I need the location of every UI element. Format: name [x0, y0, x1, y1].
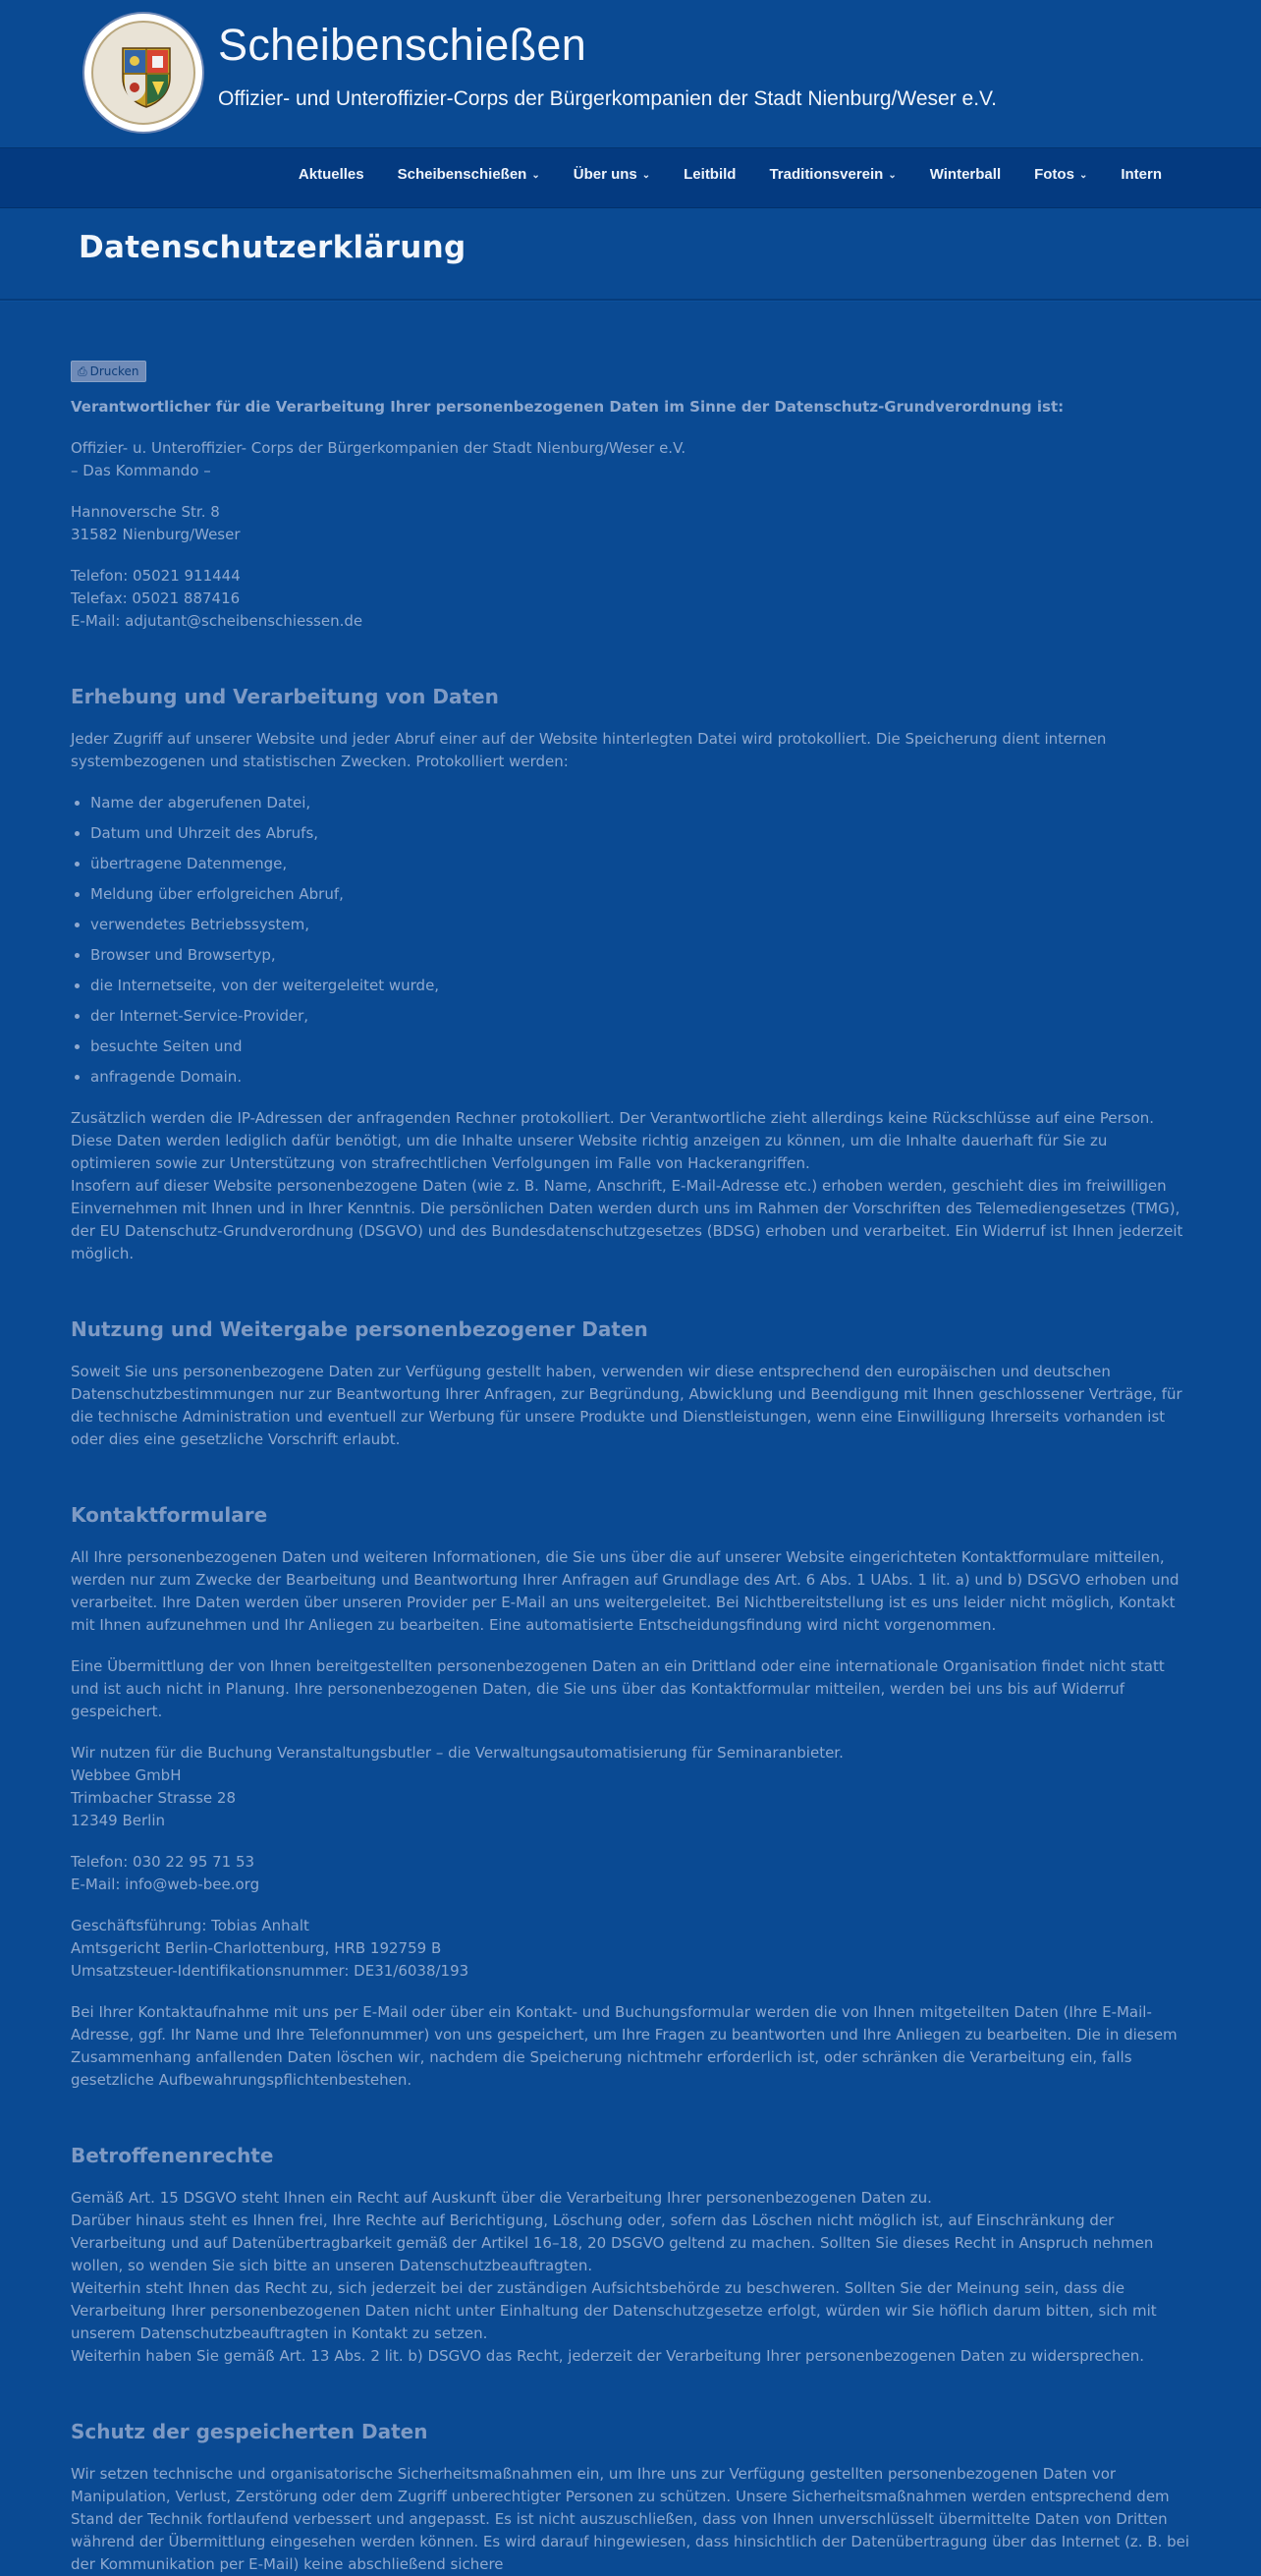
nav-label: Aktuelles	[298, 165, 364, 183]
nav-list	[282, 148, 1179, 207]
responsible-intro: Verantwortlicher für die Verarbeitung Ihrer personenbezogenen Daten im Sinne der Datenschutz-Grundverordnung ist:	[71, 398, 1065, 416]
nav-label: Über uns	[573, 165, 637, 183]
section-paragraph: All Ihre personenbezogenen Daten und weiteren Informationen, die Sie uns über die auf unserer Website eingerichteten Kontaktformulare mitteilen, werden nur zum Zwecke der Bearbeitung und Beantwortung Ihrer Anfragen auf Grundlage des Art. 6 Abs. 1 UAbs. 1 lit. a) und b) DSGVO erhoben und verarbeitet. Ihre Daten werden über unseren Provider per E-Mail an uns weitergeleitet. Bei Nichtbereitstellung ist es uns leider nicht möglich, Kontakt mit Ihnen aufzunehmen und Ihr Anliegen zu bearbeiten. Eine automatisierte Entscheidungsfindung wird nicht vorgenommen.	[71, 1548, 1179, 1634]
provider-address	[71, 1742, 1190, 1832]
text-line: Gemäß Art. 15 DSGVO steht Ihnen ein Recht auf Auskunft über die Verarbeitung Ihrer personenbezogenen Daten zu.	[71, 2189, 932, 2207]
nav-label: Scheibenschießen	[397, 165, 527, 183]
text-line: Trimbacher Strasse 28	[71, 1789, 237, 1807]
text-line: Weiterhin haben Sie gemäß Art. 13 Abs. 2 lit. b) DSGVO das Recht, jederzeit der Verarbeitung Ihrer personenbezogenen Daten zu widersprechen.	[71, 2347, 1145, 2365]
list-item: • Meldung über erfolgreichen Abruf,	[90, 883, 1190, 906]
section-heading-kontaktformulare: Kontaktformulare	[71, 1503, 268, 1527]
text-line: Insofern auf dieser Website personenbezogene Daten (wie z. B. Name, Anschrift, E-Mail-Adresse etc.) erhoben werden, geschieht dies im freiwilligen Einvernehmen mit Ihnen und in Ihrer Kenntnis. Die persönlichen Daten werden durch uns im Rahmen der Vorschriften des Telemediengesetzes (TMG), der EU Datenschutz-Grundverordnung (DSGVO) und des Bundesdatenschutzgesetzes (BDSG) erhoben und verarbeitet. Ein Widerruf ist Ihnen jederzeit möglich.	[71, 1177, 1183, 1262]
print-label: Drucken	[89, 364, 139, 378]
list-item: • übertragene Datenmenge,	[90, 853, 1190, 875]
nav-item-winterball[interactable]	[913, 144, 1017, 203]
text-line: Weiterhin steht Ihnen das Recht zu, sich jederzeit bei der zuständigen Aufsichtsbehörde zu beschweren. Sollten Sie der Meinung sein, dass die Verarbeitung Ihrer personenbezogenen Daten nicht unter Einhaltung der Datenschutzgesetze erfolgt, würden wir Sie höflich darum bitten, sich mit unserem Datenschutzbeauftragten in Kontakt zu setzen.	[71, 2279, 1157, 2342]
page-title-bar	[0, 208, 1261, 301]
contact-block	[71, 565, 1190, 633]
main-navigation	[0, 147, 1261, 208]
nav-item-scheibenschiessen[interactable]	[381, 144, 557, 203]
section-paragraph: Eine Übermittlung der von Ihnen bereitgestellten personenbezogenen Daten an ein Drittland oder eine internationale Organisation findet nicht statt und ist auch nicht in Planung. Ihre personenbezogenen Daten, die Sie uns über das Kontaktformular mitteilen, werden bei uns bis auf Widerruf gespeichert.	[71, 1657, 1165, 1720]
section-paragraph	[71, 2187, 1190, 2368]
text-line: Amtsgericht Berlin-Charlottenburg, HRB 192759 B	[71, 1939, 442, 1957]
address-block	[71, 501, 1190, 546]
list-item: • verwendetes Betriebssystem,	[90, 914, 1190, 936]
nav-label: Winterball	[929, 165, 1002, 183]
text-line: Zusätzlich werden die IP-Adressen der anfragenden Rechner protokolliert. Der Verantwortliche zieht allerdings keine Rückschlüsse auf eine Person.	[71, 1109, 1155, 1127]
list-item: • besuchte Seiten und	[90, 1036, 1190, 1058]
coat-of-arms-icon	[119, 44, 174, 109]
logo-ring	[91, 21, 195, 125]
print-button[interactable]	[71, 361, 146, 382]
text-line: Wir nutzen für die Buchung Veranstaltungsbutler – die Verwaltungsautomatisierung für Seminaranbieter.	[71, 1744, 844, 1762]
section-paragraph: Jeder Zugriff auf unserer Website und jeder Abruf einer auf der Website hinterlegten Datei wird protokolliert. Die Speicherung dient internen systembezogenen und statistischen Zwecken. Protokolliert werden:	[71, 730, 1107, 770]
text-line: Telefon: 030 22 95 71 53	[71, 1853, 255, 1871]
main-content	[0, 301, 1261, 2576]
chevron-down-icon: ⌄	[1078, 169, 1088, 181]
list-item: • Browser und Browsertyp,	[90, 944, 1190, 967]
list-item: • die Internetseite, von der weitergeleitet wurde,	[90, 975, 1190, 997]
section-paragraph: Bei Ihrer Kontaktaufnahme mit uns per E-Mail oder über ein Kontakt- und Buchungsformular werden die von Ihnen mitgeteilten Daten (Ihre E-Mail-Adresse, ggf. Ihr Name und Ihre Telefonnummer) von uns gespeichert, um Ihre Fragen zu beantworten und Ihre Anliegen zu bearbeiten. Die in diesem Zusammenhang anfallenden Daten löschen wir, nachdem die Speicherung nichtmehr erforderlich ist, oder schränken die Verarbeitung ein, falls gesetzliche Aufbewahrungspflichtenbestehen.	[71, 2003, 1178, 2089]
nav-label: Traditionsverein	[769, 165, 884, 183]
nav-item-fotos[interactable]	[1017, 144, 1104, 203]
fax: Telefax: 05021 887416	[71, 589, 241, 607]
section-heading-erhebung: Erhebung und Verarbeitung von Daten	[71, 685, 499, 708]
nav-item-leitbild[interactable]	[667, 144, 752, 203]
phone: Telefon: 05021 911444	[71, 567, 241, 585]
text-line: Geschäftsführung: Tobias Anhalt	[71, 1917, 309, 1934]
city: 31582 Nienburg/Weser	[71, 526, 241, 543]
list-item: • anfragende Domain.	[90, 1066, 1190, 1089]
logged-data-list	[71, 792, 1190, 1089]
chevron-down-icon: ⌄	[641, 169, 651, 181]
section-heading-betroffenenrechte: Betroffenenrechte	[71, 2144, 274, 2167]
section-heading-nutzung: Nutzung und Weitergabe personenbezogener Daten	[71, 1317, 648, 1341]
org-name: Offizier- u. Unteroffizier- Corps der Bürgerkompanien der Stadt Nienburg/Weser e.V.	[71, 439, 686, 457]
organization-block	[71, 437, 1190, 482]
nav-item-ueber-uns[interactable]	[557, 144, 667, 203]
nav-item-intern[interactable]	[1104, 144, 1179, 203]
org-unit: – Das Kommando –	[71, 462, 211, 479]
street: Hannoversche Str. 8	[71, 503, 220, 521]
nav-item-traditionsverein[interactable]	[752, 144, 912, 203]
nav-label: Intern	[1121, 165, 1162, 183]
section-paragraph: Soweit Sie uns personenbezogene Daten zur Verfügung gestellt haben, verwenden wir diese entsprechend den europäischen und deutschen Datenschutzbestimmungen nur zur Beantwortung Ihrer Anfragen, zur Begründung, Abwicklung und Beendigung mit Ihnen geschlossener Verträge, für die technische Administration und eventuell zur Werbung für unsere Produkte und Dienstleistungen, wenn eine Einwilligung Ihrerseits vorhanden ist oder dies eine gesetzliche Vorschrift erlaubt.	[71, 1363, 1182, 1448]
text-line: Webbee GmbH	[71, 1766, 182, 1784]
text-line: E-Mail: info@web-bee.org	[71, 1876, 260, 1893]
section-heading-schutz: Schutz der gespeicherten Daten	[71, 2420, 428, 2443]
chevron-down-icon: ⌄	[888, 169, 897, 181]
section-paragraph	[71, 1107, 1190, 1265]
text-line: Darüber hinaus steht es Ihnen frei, Ihre Rechte auf Berichtigung, Löschung oder, sofern das Löschen nicht möglich ist, auf Einschränkung der Verarbeitung und auf Datenübertragbarkeit gemäß der Artikel 16–18, 20 DSGVO geltend zu machen. Sollten Sie dieses Recht in Anspruch nehmen wollen, so wenden Sie sich bitte an unseren Datenschutzbeauftragten.	[71, 2212, 1154, 2274]
printer-icon: ⎙	[78, 364, 87, 378]
text-line: 12349 Berlin	[71, 1812, 166, 1829]
nav-label: Leitbild	[684, 165, 737, 183]
email: E-Mail: adjutant@scheibenschiessen.de	[71, 612, 363, 630]
list-item: • der Internet-Service-Provider,	[90, 1005, 1190, 1028]
nav-label: Fotos	[1034, 165, 1074, 183]
site-logo[interactable]	[84, 14, 202, 132]
list-item: • Name der abgerufenen Datei,	[90, 792, 1190, 814]
provider-contact	[71, 1851, 1190, 1896]
text-line: Diese Daten werden lediglich dafür benötigt, um die Inhalte unserer Website richtig anzeigen zu können, um die Inhalte dauerhaft für Sie zu optimieren sowie zur Unterstützung von strafrechtlichen Verfolgungen im Falle von Hackerangriffen.	[71, 1132, 1108, 1172]
chevron-down-icon: ⌄	[531, 169, 540, 181]
site-tagline: Offizier- und Unteroffizier-Corps der Bürgerkompanien der Stadt Nienburg/Weser e.V.	[218, 87, 997, 110]
text-line: Umsatzsteuer-Identifikationsnummer: DE31/6038/193	[71, 1962, 469, 1980]
list-item: • Datum und Uhrzeit des Abrufs,	[90, 822, 1190, 845]
nav-item-aktuelles[interactable]	[282, 144, 381, 203]
site-title[interactable]: Scheibenschießen	[218, 20, 587, 70]
section-paragraph: Wir setzen technische und organisatorische Sicherheitsmaßnahmen ein, um Ihre uns zur Verfügung gestellten personenbezogenen Daten vor Manipulation, Verlust, Zerstörung oder dem Zugriff unberechtigter Personen zu schützen. Unsere Sicherheitsmaßnahmen werden entsprechend dem Stand der Technik fortlaufend verbessert und angepasst. Es ist nicht auszuschließen, dass von Ihnen unverschlüsselt übermittelte Daten von Dritten während der Übermittlung eingesehen werden können. Es wird darauf hingewiesen, dass hinsichtlich der Datenübertragung über das Internet (z. B. bei der Kommunikation per E-Mail) keine abschließend sichere	[71, 2465, 1190, 2573]
provider-legal	[71, 1915, 1190, 1983]
site-header	[0, 0, 1261, 147]
page-title: Datenschutzerklärung	[79, 230, 466, 265]
